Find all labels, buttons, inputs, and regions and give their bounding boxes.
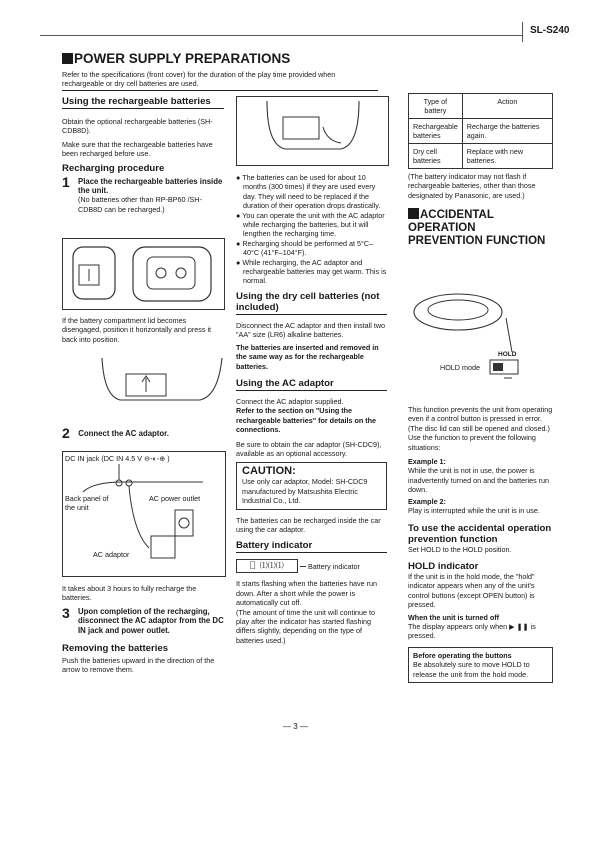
- acc-title-square: [408, 208, 419, 219]
- battery-display: ⎕ ⑴⑴⑴: [236, 559, 298, 573]
- table-note: (The battery indicator may not flash if rechargeable batteries, other than those designated by Panasonic, are used.): [408, 172, 536, 200]
- lid-text: If the battery compartment lid becomes disengaged, position it horizontally and press it back into position.: [62, 316, 212, 344]
- dc-jack-label: DC IN jack (DC IN 4.5 V ⊖-◐-⊕ ): [65, 454, 170, 463]
- rech-heading: Using the rechargeable batteries: [62, 96, 224, 109]
- use-text: Set HOLD to the HOLD position.: [408, 545, 512, 555]
- page-title: POWER SUPPLY PREPARATIONS: [74, 51, 291, 66]
- bat-text1: It starts flashing when the batteries have run down. After a short while the power is automatically cut off.: [236, 579, 378, 608]
- battery-indicator-row: [236, 559, 387, 573]
- proc-heading: Recharging procedure: [62, 162, 165, 174]
- ac-outlet-label: AC power outlet: [149, 494, 201, 503]
- note-1: ● The batteries can be used for about 10 months (300 times) if they are used every day. They will need to be replaced if the duration of their operation drops drastically.: [236, 173, 381, 211]
- ac-heading: Using the AC adaptor: [236, 378, 387, 391]
- ac-text2: Be sure to obtain the car adaptor (SH-CDC9), available as an optional accessory.: [236, 439, 382, 458]
- example-2-title: Example 2:: [408, 496, 446, 506]
- caution-box: [236, 462, 387, 509]
- battery-indicator-label: Battery indicator: [308, 561, 360, 571]
- mid-column: [236, 173, 387, 645]
- step-2-number: 2: [62, 425, 70, 441]
- left-column: [62, 96, 224, 214]
- adaptor-diagram: [62, 451, 226, 577]
- hold-indicator-heading: HOLD indicator: [408, 560, 479, 572]
- caution-text: Use only car adaptor, Model: SH-CDC9 manufactured by Matsushita Electric Industrial Co., Ltd.: [242, 477, 368, 506]
- right-column: [408, 93, 553, 248]
- header-divider: [522, 22, 523, 42]
- hold-figure-art: [408, 290, 553, 388]
- hold-indicator-text: If the unit is in the hold mode, the "hold" indicator appears when any of the unit's control buttons (except OPEN button) is pressed.: [408, 571, 535, 610]
- title-square: [62, 53, 73, 64]
- step-3: [62, 604, 224, 635]
- note-4: ● While recharging, the AC adaptor and rechargeable batteries may get warm. This is normal.: [236, 257, 387, 286]
- note-3: ● Recharging should be performed at 5°C–40°C (41°F–104°F).: [236, 238, 374, 258]
- table-cell: Dry cell batteries: [409, 144, 463, 169]
- page-number: — 3 —: [283, 722, 308, 731]
- func-text: This function prevents the unit from operating even if a control button is pressed in error. (The disc lid can still be opened and closed.): [408, 405, 553, 433]
- dry-heading: Using the dry cell batteries (not included): [236, 291, 387, 315]
- takes-text: It takes about 3 hours to fully recharge the batteries.: [62, 584, 197, 603]
- ac-bold: Refer to the section on "Using the rechargeable batteries" for details on the connections.: [236, 406, 377, 435]
- notes-list: [236, 173, 387, 286]
- step-3-title: Upon completion of the recharging, disconnect the AC adaptor from the DC IN jack and power outlet.: [78, 606, 224, 635]
- note-2: ● You can operate the unit with the AC adaptor while recharging the batteries, but it will lengthen the recharging time.: [236, 210, 385, 239]
- back-panel-label: Back panel of the unit: [65, 494, 109, 513]
- remove-heading: Removing the batteries: [62, 643, 169, 655]
- hold-label: HOLD: [498, 351, 517, 358]
- ac-text1: Connect the AC adaptor supplied.: [236, 396, 344, 406]
- off-text: The display appears only when ▶ ❚❚ is pressed.: [408, 621, 536, 641]
- table-header: Type of battery: [409, 94, 463, 119]
- table-row: [409, 119, 553, 144]
- use-heading: To use the accidental operation prevention function: [408, 523, 552, 546]
- page-title-block: [62, 51, 290, 66]
- acc-title: ACCIDENTAL OPERATION PREVENTION FUNCTION: [408, 209, 546, 248]
- before-text: Be absolutely sure to move HOLD to release the unit from the hold mode.: [413, 660, 530, 679]
- left-column-lower: [62, 584, 224, 675]
- mid-figure: [236, 96, 389, 166]
- model-number: SL-S240: [530, 25, 570, 36]
- example-1-text: While the unit is not in use, the power is inadvertently turned on and the batteries run down.: [408, 466, 550, 495]
- example-1-title: Example 1:: [408, 457, 446, 467]
- step-1-note: (No batteries other than RP-BP60 /SH-CDB8D can be recharged.): [78, 195, 202, 214]
- acc-title-block: [408, 208, 553, 248]
- table-header: Action: [462, 94, 552, 119]
- lid-figure: [100, 356, 224, 410]
- table-cell: Replace with new batteries.: [462, 144, 552, 169]
- battery-indicator-heading: Battery indicator: [236, 540, 387, 553]
- dry-bold: The batteries are inserted and removed in the same way as for the rechargeable batteries.: [236, 342, 379, 371]
- hold-mode-label: HOLD mode: [440, 363, 480, 372]
- header-rule: [40, 35, 522, 36]
- func-text2: Use the function to prevent the following situations:: [408, 433, 536, 452]
- intro-text: Refer to the specifications (front cover) for the duration of the play time provided when rechargeable or dry cell batteries are used.: [62, 70, 378, 91]
- bat-text2: (The amount of time the unit will continue to play after the indicator has started flashing differs slightly, depending on the type of batteries used.): [236, 607, 376, 645]
- battery-figure: [62, 238, 225, 310]
- example-2-text: Play is interrupted while the unit is in use.: [408, 506, 540, 516]
- step-1-title: Place the rechargeable batteries inside the unit.: [78, 176, 223, 196]
- adaptor-diagram-art: [63, 452, 225, 576]
- table-header-row: [409, 94, 553, 119]
- car-text: The batteries can be recharged inside the car using the car adaptor.: [236, 515, 381, 534]
- action-table: [408, 93, 553, 169]
- table-row: [409, 144, 553, 169]
- rech-p1: Obtain the optional rechargeable batteries (SH-CDB8D).: [62, 117, 213, 136]
- table-cell: Recharge the batteries again.: [462, 119, 552, 144]
- dry-text: Disconnect the AC adaptor and then install two "AA" size (LR6) alkaline batteries.: [236, 320, 386, 340]
- step-2: [62, 425, 224, 443]
- off-heading: When the unit is turned off: [408, 612, 500, 622]
- before-title: Before operating the buttons: [413, 650, 512, 660]
- ac-adaptor-label: AC adaptor: [93, 550, 130, 559]
- step-3-number: 3: [62, 604, 70, 621]
- battery-figure-art: [63, 239, 224, 309]
- right-column-lower: [408, 405, 553, 683]
- table-cell: Rechargeable batteries: [409, 119, 463, 144]
- step-1: [62, 173, 224, 215]
- indicator-leader: [300, 566, 306, 567]
- before-box: [408, 647, 553, 683]
- mid-figure-art: [237, 97, 388, 165]
- step-1-number: 1: [62, 173, 70, 190]
- lid-figure-art: [100, 356, 224, 410]
- caution-title: CAUTION:: [242, 465, 296, 478]
- rech-p2: Make sure that the rechargeable batteries have been recharged before use.: [62, 139, 213, 159]
- hold-figure: [408, 290, 553, 388]
- remove-text: Push the batteries upward in the direction of the arrow to remove them.: [62, 656, 215, 675]
- step-2-title: Connect the AC adaptor.: [78, 429, 169, 438]
